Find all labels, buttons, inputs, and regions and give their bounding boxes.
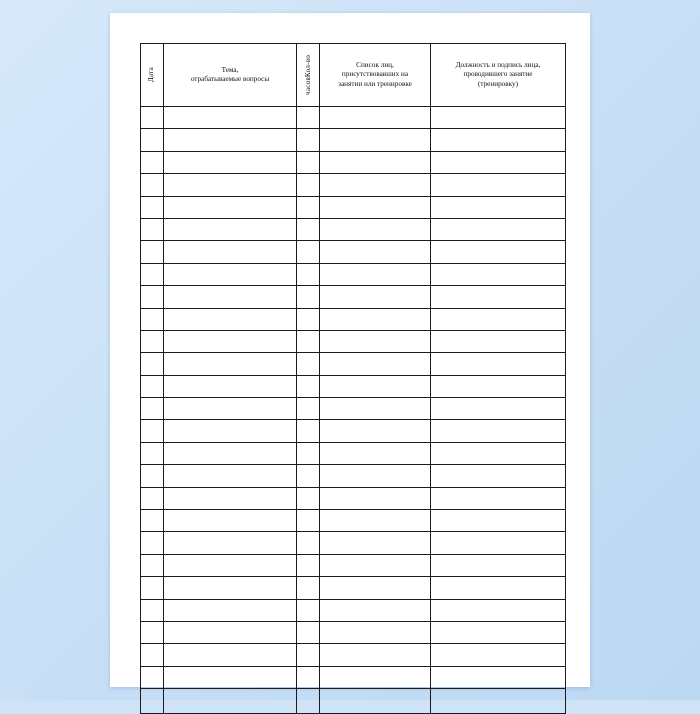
column-header-present-line3: занятии или тренировке bbox=[338, 79, 412, 88]
table-cell-date[interactable] bbox=[141, 196, 164, 218]
table-row bbox=[141, 487, 566, 509]
table-cell-topic[interactable] bbox=[164, 263, 297, 285]
table-cell-position[interactable] bbox=[431, 621, 566, 643]
table-cell-position[interactable] bbox=[431, 532, 566, 554]
table-cell-date[interactable] bbox=[141, 218, 164, 240]
table-row bbox=[141, 286, 566, 308]
table-cell-hours[interactable] bbox=[297, 286, 320, 308]
table-row bbox=[141, 308, 566, 330]
table-cell-topic[interactable] bbox=[164, 330, 297, 352]
column-header-present-line1: Список лиц, bbox=[356, 60, 394, 69]
table-cell-present[interactable] bbox=[320, 375, 431, 397]
table-cell-present[interactable] bbox=[320, 465, 431, 487]
table-row bbox=[141, 196, 566, 218]
table-cell-topic[interactable] bbox=[164, 599, 297, 621]
table-cell-present[interactable] bbox=[320, 577, 431, 599]
table-cell-date[interactable] bbox=[141, 398, 164, 420]
table-cell-present[interactable] bbox=[320, 487, 431, 509]
table-row bbox=[141, 107, 566, 129]
table-cell-present[interactable] bbox=[320, 174, 431, 196]
table-cell-date[interactable] bbox=[141, 487, 164, 509]
table-row bbox=[141, 554, 566, 576]
table-cell-topic[interactable] bbox=[164, 218, 297, 240]
table-cell-date[interactable] bbox=[141, 689, 164, 714]
table-cell-present[interactable] bbox=[320, 666, 431, 688]
table-cell-topic[interactable] bbox=[164, 689, 297, 714]
table-cell-position[interactable] bbox=[431, 174, 566, 196]
column-header-topic bbox=[164, 44, 297, 107]
table-cell-position[interactable] bbox=[431, 330, 566, 352]
table-cell-position[interactable] bbox=[431, 241, 566, 263]
table-cell-position[interactable] bbox=[431, 398, 566, 420]
table-cell-hours[interactable] bbox=[297, 644, 320, 666]
table-cell-present[interactable] bbox=[320, 621, 431, 643]
table-cell-present[interactable] bbox=[320, 644, 431, 666]
table-cell-present[interactable] bbox=[320, 263, 431, 285]
column-header-hours bbox=[297, 44, 320, 107]
table-row bbox=[141, 151, 566, 173]
table-cell-present[interactable] bbox=[320, 689, 431, 714]
column-header-present-line2: присутствовавших на bbox=[341, 70, 409, 79]
table-cell-hours[interactable] bbox=[297, 129, 320, 151]
column-header-position-line3: (тренировку) bbox=[477, 79, 519, 88]
table-cell-hours[interactable] bbox=[297, 107, 320, 129]
table-body bbox=[141, 107, 566, 714]
table-cell-hours[interactable] bbox=[297, 666, 320, 688]
table-cell-position[interactable] bbox=[431, 263, 566, 285]
table-cell-date[interactable] bbox=[141, 621, 164, 643]
table-cell-date[interactable] bbox=[141, 353, 164, 375]
table-cell-hours[interactable] bbox=[297, 577, 320, 599]
table-cell-position[interactable] bbox=[431, 577, 566, 599]
table-cell-topic[interactable] bbox=[164, 420, 297, 442]
table-cell-topic[interactable] bbox=[164, 577, 297, 599]
table-cell-topic[interactable] bbox=[164, 107, 297, 129]
table-cell-date[interactable] bbox=[141, 442, 164, 464]
table-cell-topic[interactable] bbox=[164, 554, 297, 576]
column-header-present bbox=[320, 44, 431, 107]
table-cell-present[interactable] bbox=[320, 532, 431, 554]
table-cell-topic[interactable] bbox=[164, 196, 297, 218]
column-header-hours-line1: Кол-во bbox=[303, 54, 312, 78]
table-cell-topic[interactable] bbox=[164, 487, 297, 509]
table-cell-date[interactable] bbox=[141, 129, 164, 151]
table-cell-date[interactable] bbox=[141, 532, 164, 554]
table-cell-hours[interactable] bbox=[297, 263, 320, 285]
table-cell-topic[interactable] bbox=[164, 129, 297, 151]
table-cell-hours[interactable] bbox=[297, 442, 320, 464]
table-cell-position[interactable] bbox=[431, 286, 566, 308]
table-cell-hours[interactable] bbox=[297, 532, 320, 554]
column-header-hours-line2: часов bbox=[303, 77, 312, 96]
table-row bbox=[141, 353, 566, 375]
table-cell-position[interactable] bbox=[431, 353, 566, 375]
table-row bbox=[141, 465, 566, 487]
table-row bbox=[141, 621, 566, 643]
table-cell-date[interactable] bbox=[141, 554, 164, 576]
table-cell-date[interactable] bbox=[141, 375, 164, 397]
header-row bbox=[141, 44, 566, 107]
table-row bbox=[141, 330, 566, 352]
table-cell-hours[interactable] bbox=[297, 420, 320, 442]
table-cell-hours[interactable] bbox=[297, 151, 320, 173]
table-cell-date[interactable] bbox=[141, 330, 164, 352]
table-cell-date[interactable] bbox=[141, 151, 164, 173]
table-cell-date[interactable] bbox=[141, 644, 164, 666]
table-cell-date[interactable] bbox=[141, 465, 164, 487]
table-row bbox=[141, 644, 566, 666]
table-cell-topic[interactable] bbox=[164, 398, 297, 420]
table-cell-topic[interactable] bbox=[164, 532, 297, 554]
table-row bbox=[141, 532, 566, 554]
table-cell-topic[interactable] bbox=[164, 241, 297, 263]
table-header bbox=[141, 44, 566, 107]
table-cell-topic[interactable] bbox=[164, 151, 297, 173]
table-cell-topic[interactable] bbox=[164, 644, 297, 666]
table-cell-date[interactable] bbox=[141, 174, 164, 196]
table-cell-present[interactable] bbox=[320, 196, 431, 218]
table-cell-position[interactable] bbox=[431, 666, 566, 688]
table-cell-hours[interactable] bbox=[297, 196, 320, 218]
table-cell-topic[interactable] bbox=[164, 375, 297, 397]
table-cell-date[interactable] bbox=[141, 263, 164, 285]
table-cell-date[interactable] bbox=[141, 577, 164, 599]
table-cell-date[interactable] bbox=[141, 510, 164, 532]
table-cell-position[interactable] bbox=[431, 599, 566, 621]
column-header-date-label: Дата bbox=[147, 67, 156, 83]
table-cell-hours[interactable] bbox=[297, 465, 320, 487]
table-cell-hours[interactable] bbox=[297, 218, 320, 240]
table-cell-present[interactable] bbox=[320, 286, 431, 308]
table-cell-position[interactable] bbox=[431, 442, 566, 464]
table-cell-position[interactable] bbox=[431, 375, 566, 397]
table-row bbox=[141, 420, 566, 442]
journal-table bbox=[140, 43, 566, 714]
column-header-topic-line2: отрабатываемые вопросы bbox=[190, 75, 270, 83]
table-row bbox=[141, 577, 566, 599]
table-cell-hours[interactable] bbox=[297, 487, 320, 509]
table-row bbox=[141, 510, 566, 532]
table-cell-present[interactable] bbox=[320, 442, 431, 464]
table-cell-hours[interactable] bbox=[297, 241, 320, 263]
table-row bbox=[141, 599, 566, 621]
table-cell-position[interactable] bbox=[431, 644, 566, 666]
table-cell-date[interactable] bbox=[141, 599, 164, 621]
table-cell-position[interactable] bbox=[431, 689, 566, 714]
table-cell-hours[interactable] bbox=[297, 398, 320, 420]
table-cell-topic[interactable] bbox=[164, 666, 297, 688]
column-header-topic-line1: Тема, bbox=[221, 65, 239, 74]
column-header-position-line1: Должность и подпись лица, bbox=[455, 60, 541, 69]
table-row bbox=[141, 442, 566, 464]
table-cell-present[interactable] bbox=[320, 151, 431, 173]
table-cell-position[interactable] bbox=[431, 308, 566, 330]
column-header-position bbox=[431, 44, 566, 107]
table-cell-position[interactable] bbox=[431, 196, 566, 218]
table-cell-hours[interactable] bbox=[297, 621, 320, 643]
table-cell-hours[interactable] bbox=[297, 375, 320, 397]
column-header-date bbox=[141, 44, 164, 107]
table-row bbox=[141, 398, 566, 420]
table-row bbox=[141, 666, 566, 688]
table-row bbox=[141, 218, 566, 240]
table-cell-position[interactable] bbox=[431, 420, 566, 442]
table-row bbox=[141, 174, 566, 196]
table-cell-hours[interactable] bbox=[297, 510, 320, 532]
table-cell-date[interactable] bbox=[141, 286, 164, 308]
table-row bbox=[141, 263, 566, 285]
table-cell-present[interactable] bbox=[320, 218, 431, 240]
paper-sheet bbox=[110, 13, 590, 687]
table-cell-position[interactable] bbox=[431, 107, 566, 129]
table-cell-present[interactable] bbox=[320, 398, 431, 420]
column-header-position-line2: проводившего занятие bbox=[463, 70, 533, 79]
table-cell-topic[interactable] bbox=[164, 442, 297, 464]
table-cell-present[interactable] bbox=[320, 353, 431, 375]
table-cell-present[interactable] bbox=[320, 510, 431, 532]
table-row bbox=[141, 241, 566, 263]
table-cell-present[interactable] bbox=[320, 599, 431, 621]
table-cell-hours[interactable] bbox=[297, 308, 320, 330]
table-cell-hours[interactable] bbox=[297, 554, 320, 576]
table-cell-present[interactable] bbox=[320, 241, 431, 263]
table-cell-position[interactable] bbox=[431, 487, 566, 509]
table-cell-topic[interactable] bbox=[164, 510, 297, 532]
table-cell-date[interactable] bbox=[141, 308, 164, 330]
table-cell-topic[interactable] bbox=[164, 353, 297, 375]
table-cell-position[interactable] bbox=[431, 465, 566, 487]
table-cell-date[interactable] bbox=[141, 241, 164, 263]
table-cell-hours[interactable] bbox=[297, 689, 320, 714]
table-cell-topic[interactable] bbox=[164, 308, 297, 330]
table-cell-position[interactable] bbox=[431, 151, 566, 173]
table-row bbox=[141, 375, 566, 397]
table-cell-present[interactable] bbox=[320, 420, 431, 442]
table-cell-position[interactable] bbox=[431, 129, 566, 151]
table-cell-hours[interactable] bbox=[297, 174, 320, 196]
table-cell-present[interactable] bbox=[320, 330, 431, 352]
table-row bbox=[141, 689, 566, 714]
table-cell-hours[interactable] bbox=[297, 599, 320, 621]
table-cell-date[interactable] bbox=[141, 666, 164, 688]
table-cell-date[interactable] bbox=[141, 107, 164, 129]
table-cell-position[interactable] bbox=[431, 510, 566, 532]
table-cell-present[interactable] bbox=[320, 554, 431, 576]
table-cell-topic[interactable] bbox=[164, 286, 297, 308]
table-cell-hours[interactable] bbox=[297, 353, 320, 375]
table-cell-position[interactable] bbox=[431, 554, 566, 576]
table-cell-position[interactable] bbox=[431, 218, 566, 240]
table-cell-hours[interactable] bbox=[297, 330, 320, 352]
table-cell-topic[interactable] bbox=[164, 621, 297, 643]
table-cell-present[interactable] bbox=[320, 129, 431, 151]
table-container bbox=[140, 43, 560, 714]
table-cell-topic[interactable] bbox=[164, 174, 297, 196]
table-cell-topic[interactable] bbox=[164, 465, 297, 487]
table-row bbox=[141, 129, 566, 151]
table-cell-present[interactable] bbox=[320, 308, 431, 330]
table-cell-present[interactable] bbox=[320, 107, 431, 129]
table-cell-date[interactable] bbox=[141, 420, 164, 442]
